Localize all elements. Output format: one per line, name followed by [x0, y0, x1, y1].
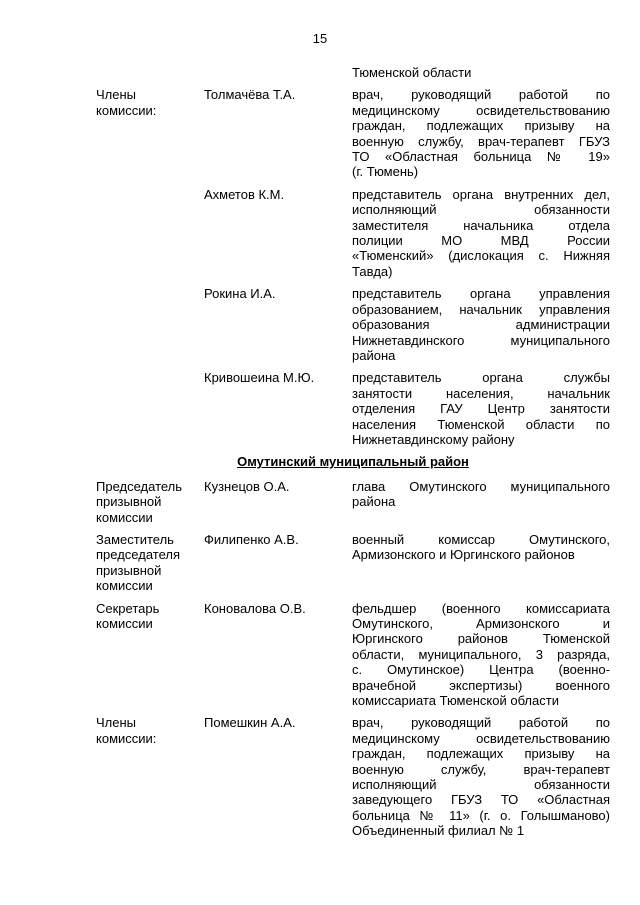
member-description-line: ТО «Областная больница № 19»	[352, 149, 610, 165]
member-description-line: района	[352, 347, 396, 363]
member-role-line: комиссии	[96, 509, 153, 525]
member-role	[96, 87, 204, 179]
member-description-line: с. Омутинское) Центра (военно-	[352, 662, 610, 678]
member-name: Помешкин А.А.	[204, 715, 296, 731]
member-description-line: фельдшер (военного комиссариата	[352, 600, 610, 616]
member-role	[96, 370, 204, 447]
member-description-line: граждан, подлежащих призыву на	[352, 746, 610, 762]
commission-group-omutinsky	[96, 479, 610, 839]
member-role	[96, 187, 204, 279]
member-description-line: медицинскому освидетельствованию	[352, 102, 610, 118]
member-role	[96, 286, 204, 363]
member-description-line: военную службу, врач-терапевт ГБУЗ	[352, 133, 610, 149]
commission-group-nizhnetavdinsky	[96, 65, 610, 447]
member-description-line: (г. Тюмень)	[352, 164, 419, 180]
member-role-line: комиссии	[96, 616, 153, 631]
member-description-line: Омутинского, Армизонского и	[352, 616, 610, 631]
member-row	[96, 479, 610, 525]
member-name	[204, 65, 352, 80]
member-row	[96, 601, 610, 709]
member-role-line: комиссии:	[96, 730, 157, 746]
member-description	[352, 532, 610, 594]
member-row	[96, 715, 610, 838]
member-description-line: медицинскому освидетельствованию	[352, 730, 610, 746]
member-description-line: граждан, подлежащих призыву на	[352, 118, 610, 134]
member-name: Толмачёва Т.А.	[204, 87, 296, 103]
member-description	[352, 601, 610, 709]
member-description-line: представитель органа внутренних дел,	[352, 186, 610, 202]
member-role-line: призывной	[96, 494, 162, 510]
member-description-line: «Тюменский» (дислокация с. Нижняя	[352, 248, 610, 264]
member-description-line: Нижнетавдинского муниципального	[352, 332, 610, 348]
member-description-line: отделения ГАУ Центр занятости	[352, 401, 610, 417]
member-role-line: комиссии:	[96, 102, 157, 118]
member-description-line: Нижнетавдинскому району	[352, 431, 515, 447]
member-description-line: больница № 11» (г. о. Голышманово)	[352, 807, 610, 823]
member-name: Ахметов К.М.	[204, 186, 285, 202]
member-role-line: комиссии	[96, 578, 153, 594]
member-description-line: района	[352, 494, 396, 510]
member-description-line: военный комиссар Омутинского,	[352, 531, 610, 547]
member-description-line: Объединенный филиал № 1	[352, 823, 525, 839]
commission-list	[96, 65, 610, 846]
member-description-line: заместителя начальника отдела	[352, 217, 610, 233]
member-description	[352, 87, 610, 179]
member-role-line: Члены	[96, 715, 137, 731]
section-title: Омутинский муниципальный район	[237, 454, 469, 470]
member-role-line: Секретарь	[96, 600, 160, 616]
member-description-line: Юргинского районов Тюменской	[352, 631, 610, 647]
page-number: 15	[312, 31, 328, 46]
member-description-line: представитель органа управления	[352, 286, 610, 302]
member-description-line: населения Тюменской области по	[352, 416, 610, 432]
member-description-line: Тавда)	[352, 263, 393, 279]
member-description	[352, 479, 610, 525]
member-name: Кузнецов О.А.	[204, 478, 290, 494]
member-description-line: Тюменской области	[352, 65, 472, 80]
member-description-line: военную службу, врач-терапевт	[352, 761, 610, 777]
member-description	[352, 370, 610, 447]
member-description-line: области, муниципального, 3 разряда,	[352, 646, 610, 662]
member-description-line: занятости населения, начальник	[352, 385, 610, 401]
member-role-line: председателя	[96, 547, 181, 563]
member-role-line: Члены	[96, 87, 137, 103]
member-role	[96, 65, 204, 80]
member-name: Рокина И.А.	[204, 286, 276, 302]
member-row	[96, 87, 610, 179]
member-role-line: призывной	[96, 562, 162, 578]
member-description-line: исполняющий обязанности	[352, 777, 610, 793]
member-role	[96, 715, 204, 838]
member-description-line: комиссариата Тюменской области	[352, 693, 559, 709]
member-description-line: врач, руководящий работой по	[352, 715, 610, 731]
member-name: Кривошеина М.Ю.	[204, 370, 315, 386]
member-description-line: Армизонского и Юргинского районов	[352, 547, 575, 563]
member-name: Коновалова О.В.	[204, 600, 306, 616]
member-description	[352, 715, 610, 838]
member-description	[352, 286, 610, 363]
member-description	[352, 187, 610, 279]
member-description	[352, 65, 610, 80]
member-role-line: Председатель	[96, 478, 183, 494]
member-row	[96, 187, 610, 279]
member-description-line: врач, руководящий работой по	[352, 87, 610, 103]
member-description-line: образования администрации	[352, 317, 610, 333]
member-row	[96, 286, 610, 363]
member-description-line: полиции МО МВД России	[352, 233, 610, 249]
member-row	[96, 65, 610, 80]
member-description-line: исполняющий обязанности	[352, 202, 610, 218]
member-role	[96, 532, 204, 594]
member-row	[96, 370, 610, 447]
member-description-line: образованием, начальник управления	[352, 301, 610, 317]
member-role	[96, 601, 204, 709]
member-description-line: глава Омутинского муниципального	[352, 478, 610, 494]
member-row	[96, 532, 610, 594]
member-role	[96, 479, 204, 525]
member-description-line: заведующего ГБУЗ ТО «Областная	[352, 792, 610, 808]
member-name: Филипенко А.В.	[204, 531, 299, 547]
member-role-line: Заместитель	[96, 531, 174, 547]
member-description-line: представитель органа службы	[352, 370, 610, 386]
member-description-line: врачебной экспертизы) военного	[352, 677, 610, 693]
